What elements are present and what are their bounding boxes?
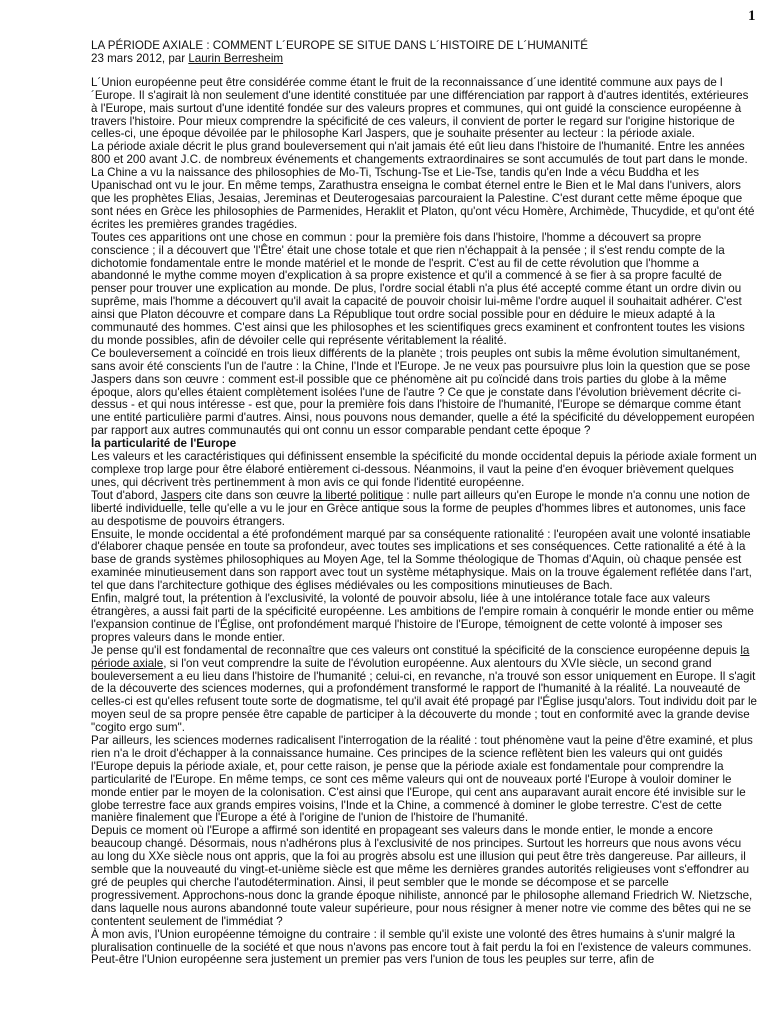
paragraph: À mon avis, l'Union européenne témoigne du contraire : il semble qu'il existe une volonté des êtres humains à s'unir malgré la pluralisation continuelle de la société et que nous n'avons pas encore tout à fait perdu la foi en l'existence de valeurs communes. Peut-être l'Union européenne sera justement un premier pas vers l'union de tous les peuples sur terre, afin de xyxy=(91,927,752,967)
article xyxy=(91,40,757,967)
paragraph: Ensuite, le monde occidental a été profondément marqué par sa conséquente rationalité : l'européen avait une volonté insatiable d'élaborer chaque pensée en toute sa profondeur, avec toutes ses implications et ses conséquences. Cette rationalité a été à la base de grands systèmes philosophiques au Moyen Age, tel la Somme théologique de Thomas d'Aquin, où chaque pensée est examinée minutieusement dans son rapport avec tout un système métaphysique. Mais on la trouve également reflétée dans l'art, tel que dans l'architecture gothique des églises médiévales ou les compositions minutieuses de Bach. xyxy=(91,527,752,593)
paragraph-intro: L´Union européenne peut être considérée comme étant le fruit de la reconnaissance d´une identité commune aux pays de l´Europe. Il s'agirait là non seulement d'une identité constituée par une différenciation par rapport à d'autres identités, extérieures à l'Europe, mais surtout d'une identité fondée sur des valeurs propres et communes, qui ont guidé la conscience européenne à travers l'histoire. Pour mieux comprendre la spécificité de ces valeurs, il convient de porter le regard sur l'origine historique de celles-ci, une époque dévoilée par le philosophe Karl Jaspers, que je souhaite présenter au lecteur : la période axiale. xyxy=(91,75,749,141)
page-number: 1 xyxy=(748,8,756,24)
link-jaspers[interactable]: Jaspers xyxy=(160,488,202,502)
paragraph: La période axiale décrit le plus grand bouleversement qui n'ait jamais été eût lieu dans l'histoire de l'humanité. Entre les années 800 et 200 avant J.C. de nombreux événements et changements extraordinaires se sont accumulés de tout part dans le monde. La Chine a vu la naissance des philosophies de Mo-Ti, Tschung-Tse et Lie-Tse, tandis qu'en Inde a vécu Buddha et les Upanischad ont vu le jour. En même temps, Zarathustra enseigna le combat éternel entre le Bien et le Mal dans l'univers, alors que les prophètes Elias, Jesaias, Jereminas et Deuterogesaias parcouraient la Palestine. C'est durant cette même époque que sont nées en Grèce les philosophies de Parmenides, Heraklit et Platon, qu'ont vécu Homère, Archimède, Thucydide, et qu'ont été écrites les premières grandes tragédies. xyxy=(91,140,755,231)
text: Tout d'abord, xyxy=(91,488,161,502)
paragraph: Enfin, malgré tout, la prétention à l'exclusivité, la volonté de pouvoir absolu, liée à une intolérance totale face aux valeurs étrangères, a aussi fait parti de la spécificité européenne. Les ambitions de l'empire romain à conquérir le monde entier ou même l'expansion continue de l'Église, ont profondément marqué l'histoire de l'Europe, témoignent de cette volonté à imposer ses propres valeurs dans le monde entier. xyxy=(91,592,754,644)
paragraph xyxy=(91,490,757,529)
paragraph: Toutes ces apparitions ont une chose en commun : pour la première fois dans l'histoire, l'homme a découvert sa propre conscience ; il a découvert que 'l'Être' était une chose totale et que rien n'échappait à la pensée ; il s'est rendu compte de la dichotomie fondamentale entre le monde matériel et le monde de l'esprit. C'est au fil de cette révolution que l'homme a abandonné le mythe comme moyen d'explication à sa propre existence et qu'il a commencé à se fier à sa propre faculté de penser pour trouver une explication au monde. De plus, l'ordre social établi n'a plus été accepté comme étant un ordre divin ou suprême, mais l'homme a découvert qu'il avait la capacité de pouvoir choisir lui-même l'ordre auquel il souhaitait adhérer. C'est ainsi que Platon découvre et compare dans La République tout ordre social possible pour en déduire le mieux adapté à la communauté des hommes. C'est ainsi que les philosophes et les scientifiques grecs examinent et confrontent toutes les visions du monde possibles, afin de dévoiler celle qui représente véritablement la réalité. xyxy=(91,230,745,347)
text: cite dans son œuvre xyxy=(201,488,313,502)
link-liberte-politique[interactable]: la liberté politique xyxy=(312,488,404,502)
article-title: LA PÉRIODE AXIALE : COMMENT L´EUROPE SE SITUE DANS L´HISTOIRE DE L´HUMANITÉ xyxy=(91,39,588,52)
text: : nulle part ailleurs qu'en Europe le monde n'a connu une notion de liberté individuelle, telle qu'elle a vu le jour en Grèce antique sous la forme de peuples d'hommes libres et autonomes, unis face au despotisme de pouvoirs étrangers. xyxy=(91,488,750,528)
paragraph: Les valeurs et les caractéristiques qui définissent ensemble la spécificité du monde occidental depuis la période axiale forment un complexe trop large pour être élaboré entièrement ci-dessous. Néanmoins, il vaut la peine d'en évoquer brièvement quelques unes, qui décrivent très pertinemment à mon avis ce qui fonde l'identité européenne. xyxy=(91,450,757,489)
section-heading: la particularité de l'Europe xyxy=(91,437,237,451)
paragraph: Ce bouleversement a coïncidé en trois lieux différents de la planète ; trois peuples ont subis la même évolution simultanément, sans avoir été conscients l'un de l'autre : la Chine, l'Inde et l'Europe. Je ne veux pas poursuivre plus loin la question que se pose Jaspers dans son œuvre : comment est-il possible que ce phénomène ait pu coïncidé dans trois parties du globe à la même époque, alors qu'elles étaient complètement isolées l'une de l'autre ? Ce que je constate dans l'évolution brièvement décrite ci-dessus - et qui nous intéresse - est que, pour la première fois dans l'histoire de l'humanité, l'Europe se démarque comme étant une entité particulière parmi d'autres. Ainsi, nous pouvons nous demander, quelle a été la spécificité du développement européen par rapport aux autres communautés qui ont connu un essor comparable pendant cette époque ? xyxy=(91,346,755,438)
link-periode-axiale[interactable]: la période axiale xyxy=(91,643,750,670)
paragraph: Par ailleurs, les sciences modernes radicalisent l'interrogation de la réalité : tout phénomène vaut la peine d'être examiné, et plus rien n'a le droit d'échapper à la connaissance humaine. Ces principes de la science reflètent bien les valeurs qui ont guidés l'Europe depuis la période axiale, et, pour cette raison, je pense que la période axiale est fondamentale pour comprendre la particularité de l'Europe. En même temps, ce sont ces même valeurs qui ont de nouveaux porté l'Europe à vouloir dominer le monde entier par le moyen de la colonisation. C'est ainsi que l'Europe, qui cent ans auparavant aurait encore été invisible sur le globe terrestre face aux grands empires voisins, l'Inde et la Chine, a commencé à dominer le globe terrestre. C'est de cette manière finalement que l'Europe a été à l'origine de l'union de l'histoire de l'humanité. xyxy=(91,734,753,825)
text: , si l'on veut comprendre la suite de l'évolution européenne. Aux alentours du XVIe siècle, un second grand bouleversement a eu lieu dans l'histoire de l'humanité ; celui-ci, en revanche, n'a trouvé son essor uniquement en Europe. Il s'agit de la découverte des sciences modernes, qui a profondément transformé le rapport de l'humanité à la réalité. La nouveauté de celles-ci est qu'elles refusent toute sorte de dogmatisme, tel qu'il avait été propagé par l'Église jusqu'alors. Tout individu doit par le moyen seul de sa propre pensée être capable de participer à la découverte du monde ; tout en conformité avec la grande devise "cogito ergo sum". xyxy=(91,656,757,735)
paragraph xyxy=(91,645,757,735)
publish-date: 23 mars 2012, par xyxy=(91,51,189,65)
author-link[interactable]: Laurin Berresheim xyxy=(188,51,284,65)
byline xyxy=(91,53,757,66)
paragraph: Depuis ce moment où l'Europe a affirmé son identité en propageant ses valeurs dans le monde entier, le monde a encore beaucoup changé. Désormais, nous n'adhérons plus à l'exclusivité de nos principes. Surtout les horreurs que nous avons vécu au long du XXe siècle nous ont appris, que la foi au progrès absolu est une illusion qui peut être très dangereuse. Par ailleurs, il semble que la nouveauté du vingt-et-unième siècle est que même les dernières grandes autorités religieuses vont s'effondrer au gré de peuples qui cherche l'autodétermination. Ainsi, il peut sembler que le monde se décompose et se parcelle progressivement. Approchons-nous donc la grande époque nihiliste, annoncé par le philosophe allemand Friedrich W. Nietzsche, dans laquelle nous aurons abandonné toute valeur supérieure, pour nous résigner à mener notre vie comme des bêtes qui ne se contentent seulement de l'immédiat ? xyxy=(91,824,753,928)
text: Je pense qu'il est fondamental de reconnaître que ces valeurs ont constitué la spécificité de la conscience européenne depuis xyxy=(91,643,741,657)
